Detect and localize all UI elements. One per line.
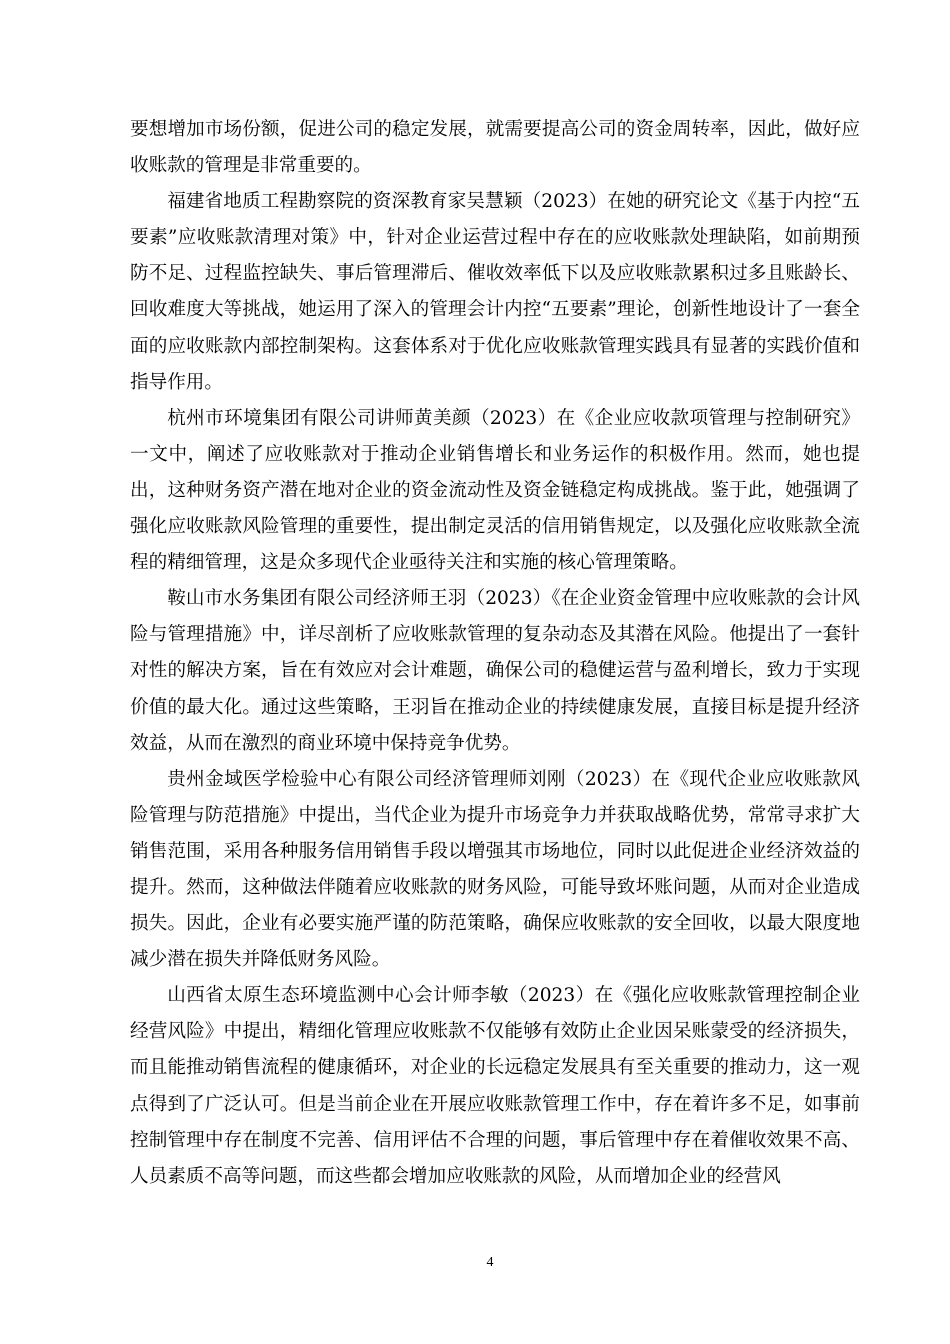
paragraph-liu-gang: 贵州金域医学检验中心有限公司经济管理师刘刚（2023）在《现代企业应收账款风险管理与防范措施》中提出，当代企业为提升市场竞争力并获取战略优势，常常寻求扩大销售范围，采用各种服务信用销售手段以增强其市场地位，同时以此促进企业经济效益的提升。然而，这种做法伴随着应收账款的财务风险，可能导致坏账问题，从而对企业造成损失。因此，企业有必要实施严谨的防范策略，确保应收账款的安全回收，以最大限度地减少潜在损失并降低财务风险。 (130, 768, 860, 971)
body-text (130, 112, 860, 1195)
paragraph-wang-yu: 鞍山市水务集团有限公司经济师王羽（2023）《在企业资金管理中应收账款的会计风险与管理措施》中，详尽剖析了应收账款管理的复杂动态及其潜在风险。他提出了一套针对性的解决方案，旨在有效应对会计难题，确保公司的稳健运营与盈利增长，致力于实现价值的最大化。通过这些策略，王羽旨在推动企业的持续健康发展，直接目标是提升经济效益，从而在激烈的商业环境中保持竞争优势。 (130, 588, 860, 754)
paragraph-huang-meiyan: 杭州市环境集团有限公司讲师黄美颜（2023）在《企业应收款项管理与控制研究》一文中，阐述了应收账款对于推动企业销售增长和业务运作的积极作用。然而，她也提出，这种财务资产潜在地对企业的资金流动性及资金链稳定构成挑战。鉴于此，她强调了强化应收账款风险管理的重要性，提出制定灵活的信用销售规定，以及强化应收账款全流程的精细管理，这是众多现代企业亟待关注和实施的核心管理策略。 (130, 407, 860, 574)
paragraph-intro: 要想增加市场份额，促进公司的稳定发展，就需要提高公司的资金周转率，因此，做好应收账款的管理是非常重要的。 (130, 119, 860, 177)
page-number: 4 (486, 1255, 494, 1270)
paragraph-li-min: 山西省太原生态环境监测中心会计师李敏（2023）在《强化应收账款管理控制企业经营风险》中提出，精细化管理应收账款不仅能够有效防止企业因呆账蒙受的经济损失，而且能推动销售流程的健康循环，对企业的长远稳定发展具有至关重要的推动力，这一观点得到了广泛认可。但是当前企业在开展应收账款管理工作中，存在着许多不足，如事前控制管理中存在制度不完善、信用评估不合理的问题，事后管理中存在着催收效果不高、人员素质不高等问题，而这些都会增加应收账款的风险，从而增加企业的经营风 (130, 985, 860, 1187)
paragraph-wu-huiying: 福建省地质工程勘察院的资深教育家吴慧颖（2023）在她的研究论文《基于内控“五要素”应收账款清理对策》中，针对企业运营过程中存在的应收账款处理缺陷，如前期预防不足、过程监控缺失、事后管理滞后、催收效率低下以及应收账款累积过多且账龄长、回收难度大等挑战，她运用了深入的管理会计内控“五要素”理论，创新性地设计了一套全面的应收账款内部控制架构。这套体系对于优化应收账款管理实践具有显著的实践价值和指导作用。 (130, 191, 860, 393)
